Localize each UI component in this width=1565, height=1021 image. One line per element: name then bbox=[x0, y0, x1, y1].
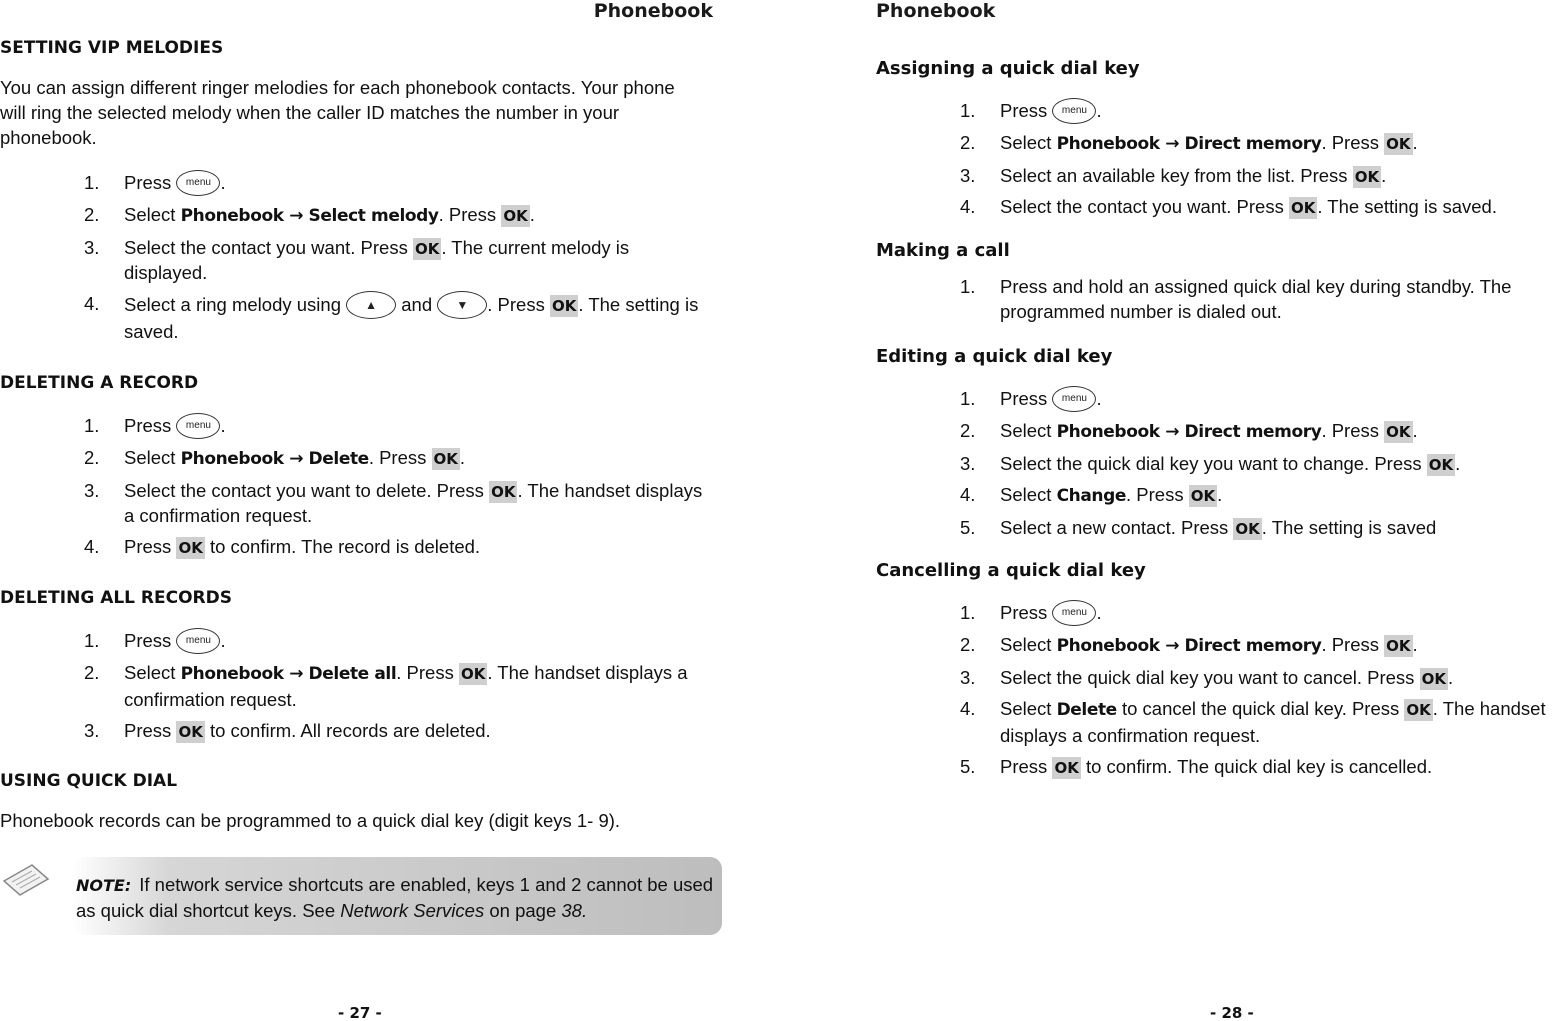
menu-key-icon: menu bbox=[176, 170, 220, 196]
menu-path: Phonebook → Direct memory bbox=[1056, 422, 1322, 442]
ok-key-icon: OK bbox=[1386, 637, 1411, 655]
list-item: 1. Press menu . bbox=[960, 600, 1565, 626]
list-item: 1. Press menu . bbox=[84, 628, 709, 654]
menu-path: Phonebook → Delete all bbox=[180, 664, 397, 684]
ok-key-icon: OK bbox=[1428, 456, 1454, 474]
list-item: 2. Select Phonebook → Select melody. Press OK . bbox=[84, 204, 535, 226]
list-item: 4. Press OK to confirm. The record is deleted. bbox=[84, 536, 481, 557]
list-item: 3. Select the quick dial key you want to change. Press OK . bbox=[960, 453, 1461, 474]
list-item: 2. Select Phonebook → Direct memory. Press OK . bbox=[960, 420, 1418, 442]
note-text: NOTE: If network service shortcuts are enabled, keys 1 and 2 cannot be used as quick dial shortcut keys. See Network Services on page 38. bbox=[76, 874, 714, 921]
nav-up-phonebook-icon: ▲ bbox=[346, 291, 396, 319]
list-item: 3. Select the contact you want to delete. Press OK . The handset displays a confirmation request. bbox=[84, 480, 703, 526]
list-item: 1. Press menu . bbox=[84, 413, 709, 439]
subsection-title-editing: Editing a quick dial key bbox=[876, 346, 1113, 367]
cancel-steps-list bbox=[960, 600, 1565, 785]
ok-key-icon: OK bbox=[1421, 670, 1446, 688]
ok-key-icon: OK bbox=[178, 723, 203, 741]
delete-all-steps-list bbox=[84, 628, 709, 749]
running-header: Phonebook bbox=[593, 0, 713, 22]
delete-record-steps-list bbox=[84, 413, 709, 565]
making-call-steps-list bbox=[960, 274, 1565, 330]
menu-key-icon: menu bbox=[176, 628, 220, 654]
network-services-reference: Network Services bbox=[340, 900, 485, 921]
list-item: 2. Select Phonebook → Direct memory. Press OK . bbox=[960, 132, 1418, 154]
subsection-title-cancelling: Cancelling a quick dial key bbox=[876, 560, 1146, 581]
ok-key-icon: OK bbox=[1386, 423, 1411, 441]
ok-key-icon: OK bbox=[503, 207, 528, 225]
page-number: - 27 - bbox=[338, 1004, 382, 1021]
menu-option-delete: Delete bbox=[1056, 700, 1117, 720]
list-item: 1. Press and hold an assigned quick dial key during standby. The programmed number is dialed out. bbox=[960, 276, 1512, 322]
page-27 bbox=[0, 0, 725, 1021]
section-title-vip-melodies: SETTING VIP MELODIES bbox=[0, 38, 224, 58]
ok-key-icon: OK bbox=[1290, 199, 1316, 217]
list-item: 3. Select an available key from the list. Press OK . bbox=[960, 165, 1387, 186]
ok-key-icon: OK bbox=[1406, 701, 1431, 719]
menu-key-icon: menu bbox=[1052, 386, 1096, 412]
list-item: 3. Select the quick dial key you want to cancel. Press OK . bbox=[960, 667, 1454, 688]
menu-option-change: Change bbox=[1056, 486, 1127, 506]
ok-key-icon: OK bbox=[1235, 520, 1260, 538]
list-item: 3. Press OK to confirm. All records are deleted. bbox=[84, 720, 491, 741]
list-item: 4. Select the contact you want. Press OK . The setting is saved. bbox=[960, 196, 1497, 217]
menu-key-icon: menu bbox=[1052, 600, 1096, 626]
list-item: 5. Press OK to confirm. The quick dial key is cancelled. bbox=[960, 756, 1433, 777]
list-item: 1. Press menu . bbox=[84, 170, 709, 196]
assign-steps-list bbox=[960, 98, 1565, 225]
list-item: 4. Select Change. Press OK . bbox=[960, 484, 1223, 506]
page-28 bbox=[876, 0, 1565, 1021]
list-item: 4. Select a ring melody using ▲ and ▼ . Press OK . The setting is saved. bbox=[84, 293, 699, 342]
ok-key-icon: OK bbox=[1386, 135, 1411, 153]
ok-key-icon: OK bbox=[178, 539, 203, 557]
ok-key-icon: OK bbox=[1354, 168, 1380, 186]
list-item: 3. Select the contact you want. Press OK . The current melody is displayed. bbox=[84, 237, 630, 283]
running-header: Phonebook bbox=[876, 0, 996, 22]
ok-key-icon: OK bbox=[414, 240, 440, 258]
ok-key-icon: OK bbox=[552, 297, 577, 315]
vip-steps-list bbox=[84, 170, 709, 350]
list-item: 2. Select Phonebook → Delete all. Press OK . The handset displays a confirmation request. bbox=[84, 662, 688, 710]
note-label: NOTE: bbox=[76, 876, 132, 895]
menu-path: Phonebook → Select melody bbox=[180, 206, 439, 226]
ok-key-icon: OK bbox=[1190, 487, 1216, 505]
menu-path: Phonebook → Direct memory bbox=[1056, 134, 1322, 154]
quick-dial-intro-paragraph: Phonebook records can be programmed to a quick dial key (digit keys 1- 9). bbox=[0, 810, 621, 831]
menu-path: Phonebook → Direct memory bbox=[1056, 636, 1322, 656]
ok-key-icon: OK bbox=[491, 483, 516, 501]
subsection-title-assigning: Assigning a quick dial key bbox=[876, 58, 1140, 79]
ok-key-icon: OK bbox=[433, 450, 458, 468]
menu-path: Phonebook → Delete bbox=[180, 449, 369, 469]
note-paper-icon bbox=[2, 861, 50, 897]
list-item: 2. Select Phonebook → Direct memory. Press OK . bbox=[960, 634, 1418, 656]
list-item: 4. Select Delete to cancel the quick dial key. Press OK . The handset displays a confirmation request. bbox=[960, 698, 1546, 746]
vip-intro-paragraph: You can assign different ringer melodies for each phonebook contacts. Your phone will ring the selected melody when the caller ID matches the number in your phonebook. bbox=[0, 77, 675, 148]
list-item: 1. Press menu . bbox=[960, 386, 1565, 412]
section-title-deleting-all: DELETING ALL RECORDS bbox=[0, 588, 233, 608]
section-title-deleting-record: DELETING A RECORD bbox=[0, 373, 199, 393]
list-item: 5. Select a new contact. Press OK . The setting is saved bbox=[960, 517, 1437, 538]
section-title-quick-dial: USING QUICK DIAL bbox=[0, 771, 178, 791]
ok-key-icon: OK bbox=[1054, 759, 1079, 777]
ok-key-icon: OK bbox=[460, 665, 486, 683]
edit-steps-list bbox=[960, 386, 1565, 546]
page-number: - 28 - bbox=[1210, 1004, 1254, 1021]
nav-down-icon: ▼ bbox=[437, 291, 487, 319]
menu-key-icon: menu bbox=[1052, 98, 1096, 124]
subsection-title-making-call: Making a call bbox=[876, 240, 1010, 261]
menu-key-icon: menu bbox=[176, 413, 220, 439]
list-item: 1. Press menu . bbox=[960, 98, 1565, 124]
list-item: 2. Select Phonebook → Delete. Press OK . bbox=[84, 447, 466, 469]
